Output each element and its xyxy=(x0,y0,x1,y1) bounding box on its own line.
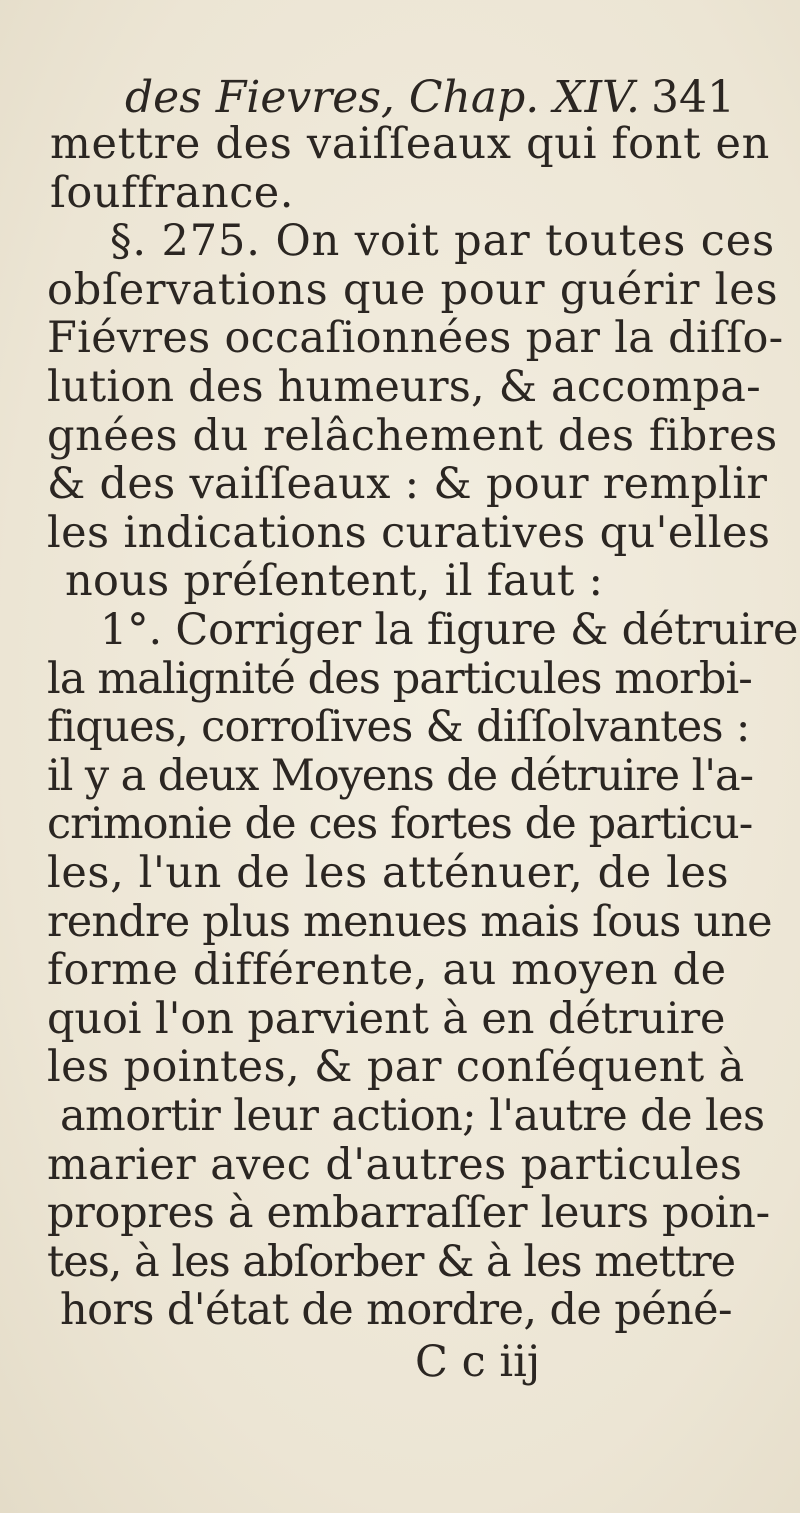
text-line: gnées du relâchement des fibres xyxy=(47,410,778,461)
catchword: C c iij xyxy=(415,1337,541,1387)
section-heading-line: §. 275. On voit par toutes ces xyxy=(110,216,776,267)
text-line: les, l'un de les atténuer, de les xyxy=(47,848,730,898)
text-line: propres à embarraſſer leurs poin- xyxy=(47,1188,770,1239)
text-line: les pointes, & par conſéquent à xyxy=(47,1042,745,1093)
text-line: la malignité des particules morbi- xyxy=(47,653,752,704)
text-line: forme différente, au moyen de xyxy=(47,945,727,996)
text-line: hors d'état de mordre, de péné- xyxy=(60,1285,732,1336)
text-line: rendre plus menues mais ſous une xyxy=(47,896,772,947)
text-line: lution des humeurs, & accompa- xyxy=(47,362,761,412)
page-number: 341 xyxy=(651,72,735,123)
text-line: 1°. Corriger la figure & détruire xyxy=(100,605,799,655)
text-line: crimonie de ces fortes de particu- xyxy=(47,799,753,850)
text-line: amortir leur action; l'autre de les xyxy=(60,1091,765,1141)
text-line: fiques, corroſives & diſſolvantes : xyxy=(47,702,750,753)
text-line: mettre des vaiſſeaux qui font en xyxy=(50,119,770,169)
text-line: obſervations que pour guérir les xyxy=(47,264,779,315)
text-line: les indications curatives qu'elles xyxy=(47,507,771,558)
text-line: nous préſentent, il faut : xyxy=(65,556,604,607)
text-line: marier avec d'autres particules xyxy=(47,1139,743,1190)
text-line: Fiévres occaſionnées par la diſſo- xyxy=(47,313,784,364)
text-line: ſouffrance. xyxy=(50,167,294,218)
text-line: quoi l'on parvient à en détruire xyxy=(47,993,726,1044)
text-line: il y a deux Moyens de détruire l'a- xyxy=(47,750,753,801)
running-head-title: des Fievres, Chap. XIV. xyxy=(125,72,641,123)
text-line: tes, à les abſorber & à les mettre xyxy=(47,1236,736,1287)
text-line: & des vaiſſeaux : & pour remplir xyxy=(47,459,768,510)
